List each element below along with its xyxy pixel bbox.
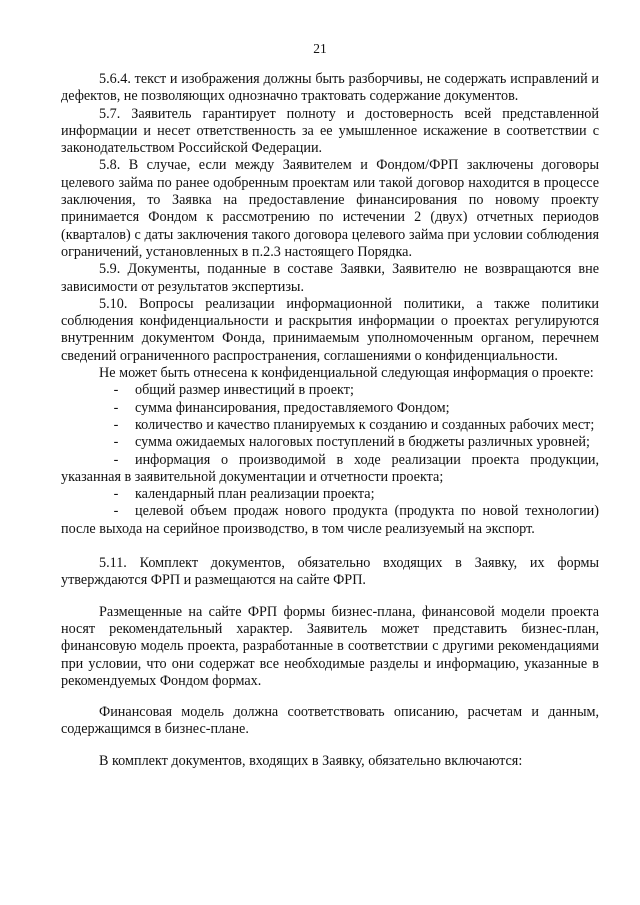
page-number: 21	[313, 41, 327, 56]
list-item	[61, 400, 599, 417]
list-dash: -	[113, 434, 119, 451]
list-item-text: информация о производимой в ходе реализации проекта продукции, указанная в заявительной документации и отчетности проекта;	[61, 451, 599, 485]
paragraph-5-11: 5.11. Комплект документов, обязательно входящих в Заявку, их формы утверждаются ФРП и размещаются на сайте ФРП.	[61, 555, 599, 589]
list-item-text: календарный план реализации проекта;	[135, 486, 375, 503]
list-item	[61, 434, 599, 451]
paragraph-5-8: 5.8. В случае, если между Заявителем и Фондом/ФРП заключены договоры целевого займа по ранее одобренным проектам или такой договор находится в процессе заключения, то Заявка на предоставление финансирования по новому проекту принимается Фондом к рассмотрению по истечении 2 (двух) отчетных периодов (кварталов) с даты заключения такого договора целевого займа при условии соблюдения ограничений, установленных в п.2.3 настоящего Порядка.	[61, 157, 599, 260]
paragraph-forms: Размещенные на сайте ФРП формы бизнес-плана, финансовой модели проекта носят рекомендательный характер. Заявитель может представить бизнес-план, финансовую модель проекта, разработанные в соответствии с другими рекомендациями при условии, что они содержат все необходимые разделы и информацию, указанные в рекомендуемых Фондом формах.	[61, 603, 599, 689]
list-item-text: целевой объем продаж нового продукта (продукта по новой технологии) после выхода на серийное производство, в том числе реализуемый на экспорт.	[61, 503, 599, 537]
list-item-text: сумма финансирования, предоставляемого Фондом;	[135, 399, 450, 416]
list-item	[61, 452, 599, 487]
paragraph-5-9: 5.9. Документы, поданные в составе Заявки, Заявителю не возвращаются вне зависимости от результатов экспертизы.	[61, 261, 599, 295]
list-dash: -	[113, 451, 119, 468]
list-item	[61, 382, 599, 399]
document-body	[61, 71, 599, 770]
list-item	[61, 486, 599, 503]
list-item-text: количество и качество планируемых к созданию и созданных рабочих мест;	[135, 416, 595, 433]
list-dash: -	[113, 486, 119, 503]
paragraph-not-confidential: Не может быть отнесена к конфиденциальной следующая информация о проекте:	[99, 365, 594, 382]
list-item-text: общий размер инвестиций в проект;	[135, 382, 354, 399]
list-dash: -	[113, 399, 119, 416]
paragraph-included-documents: В комплект документов, входящих в Заявку, обязательно включаются:	[99, 752, 523, 769]
paragraph-financial-model: Финансовая модель должна соответствовать описанию, расчетам и данным, содержащимся в бизнес-плане.	[61, 704, 599, 738]
list-dash: -	[113, 416, 119, 433]
paragraph-5-7: 5.7. Заявитель гарантирует полноту и достоверность всей представленной информации и несет ответственность за ее умышленное искажение в соответствии с законодательством Российской Федерации.	[61, 105, 599, 157]
list-item	[61, 417, 599, 434]
paragraph-5-10: 5.10. Вопросы реализации информационной политики, а также политики соблюдения конфиденциальности и раскрытия информации о проектах регулируются внутренним документом Фонда, принимаемым уполномоченным органом, перечнем сведений ограниченного распространения, соглашениями о конфиденциальности.	[61, 295, 599, 364]
bullet-list	[61, 382, 599, 538]
list-dash: -	[113, 382, 119, 399]
list-item-text: сумма ожидаемых налоговых поступлений в бюджеты различных уровней;	[135, 434, 590, 451]
paragraph-5-6-4: 5.6.4. текст и изображения должны быть разборчивы, не содержать исправлений и дефектов, не позволяющих однозначно трактовать содержание документов.	[61, 71, 599, 105]
list-dash: -	[113, 503, 119, 520]
list-item	[61, 503, 599, 538]
